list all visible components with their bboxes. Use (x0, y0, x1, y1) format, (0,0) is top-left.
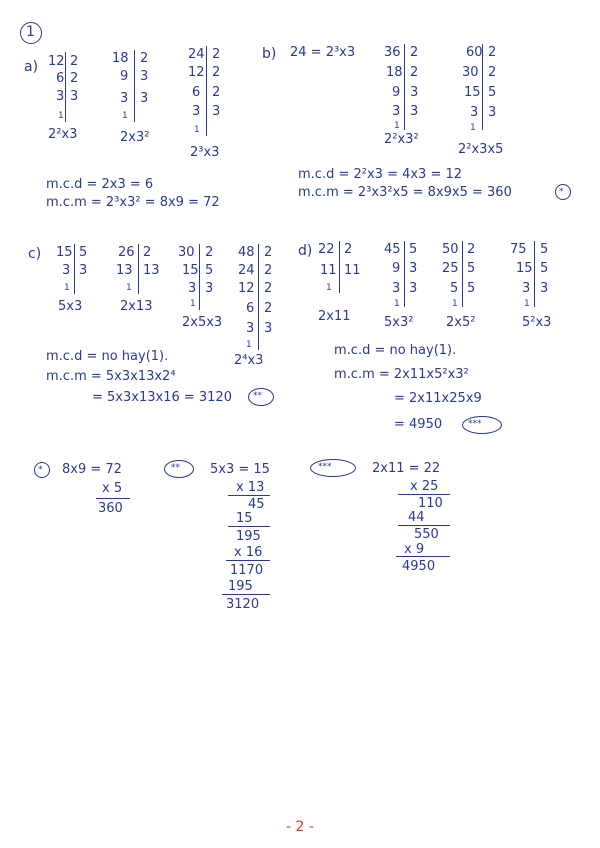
work3-line-2: 110 (418, 496, 443, 511)
work3-line-0: 2x11 = 22 (372, 461, 441, 476)
a2-divisor-0: 2 (140, 51, 149, 66)
work3-line-5: x 9 (404, 542, 425, 557)
d1-division-bar (339, 241, 340, 293)
work3-line-6: 4950 (402, 559, 436, 574)
c2-dividend-1: 13 (116, 263, 133, 278)
b-mcd: m.c.d = 2²x3 = 4x3 = 12 (298, 167, 463, 182)
a2-divisor-1: 3 (140, 69, 149, 84)
a3-dividend-2: 6 (192, 85, 201, 100)
a1-divisor-0: 2 (70, 54, 79, 69)
b1-dividend-0: 36 (384, 45, 401, 60)
a3-result: 2³x3 (190, 145, 220, 160)
b1-dividend-3: 3 (392, 104, 401, 119)
d1-divisor-0: 2 (344, 242, 353, 257)
d4-dividend-3: 1 (524, 299, 530, 309)
c4-divisor-3: 2 (264, 301, 273, 316)
a3-dividend-4: 1 (194, 125, 200, 135)
c-mark: ** (253, 391, 262, 401)
part-d-label: d) (298, 243, 313, 259)
c1-result: 5x3 (58, 299, 83, 314)
b2-divisor-3: 3 (488, 105, 497, 120)
a1-division-bar (65, 52, 66, 122)
c2-result: 2x13 (120, 299, 153, 314)
b-mcm: m.c.m = 2³x3²x5 = 8x9x5 = 360 (298, 185, 512, 200)
c2-division-bar (138, 244, 139, 294)
work2-line-7: 195 (228, 579, 253, 594)
d1-dividend-2: 1 (326, 283, 332, 293)
work2-line-3: 15 (236, 511, 253, 526)
work2-rule-0 (228, 495, 270, 496)
d1-divisor-1: 11 (344, 263, 361, 278)
a2-divisor-2: 3 (140, 91, 149, 106)
a1-dividend-1: 6 (56, 71, 65, 86)
a3-dividend-1: 12 (188, 65, 205, 80)
a1-divisor-1: 2 (70, 71, 79, 86)
d4-divisor-1: 5 (540, 261, 549, 276)
a2-dividend-3: 1 (122, 111, 128, 121)
work2-line-4: 195 (236, 529, 261, 544)
a-mcd: m.c.d = 2x3 = 6 (46, 177, 154, 192)
a3-divisor-2: 2 (212, 85, 221, 100)
c2-divisor-0: 2 (143, 245, 152, 260)
a1-divisor-2: 3 (70, 89, 79, 104)
d4-result: 5²x3 (522, 315, 552, 330)
exercise-number: 1 (26, 24, 35, 40)
d2-divisor-1: 3 (409, 261, 418, 276)
d3-dividend-2: 5 (450, 281, 459, 296)
d4-divisor-0: 5 (540, 242, 549, 257)
d2-dividend-0: 45 (384, 242, 401, 257)
a3-divisor-3: 3 (212, 104, 221, 119)
d3-dividend-1: 25 (442, 261, 459, 276)
b2-dividend-3: 3 (470, 105, 479, 120)
c4-dividend-2: 12 (238, 281, 255, 296)
b1-dividend-1: 18 (386, 65, 403, 80)
b-intro: 24 = 2³x3 (290, 45, 356, 60)
c3-divisor-2: 3 (205, 281, 214, 296)
b2-division-bar (482, 44, 483, 130)
work2-rule-2 (226, 560, 270, 561)
work1-line-1: x 5 (102, 481, 123, 496)
d2-divisor-0: 5 (409, 242, 418, 257)
d1-result: 2x11 (318, 309, 351, 324)
c1-dividend-1: 3 (62, 263, 71, 278)
b2-dividend-0: 60 (466, 45, 483, 60)
c4-dividend-5: 1 (246, 340, 252, 350)
d-mcm-line2: = 2x11x25x9 (394, 391, 482, 406)
c4-divisor-4: 3 (264, 321, 273, 336)
work3-rule-2 (396, 556, 450, 557)
c4-dividend-3: 6 (246, 301, 255, 316)
a3-division-bar (206, 46, 207, 136)
c-mcm: m.c.m = 5x3x13x2⁴ (46, 369, 176, 384)
b1-result: 2²x3² (384, 132, 419, 147)
work2-line-1: x 13 (236, 480, 265, 495)
work2-line-5: x 16 (234, 545, 263, 560)
c4-divisor-2: 2 (264, 281, 273, 296)
work2-rule-1 (228, 526, 270, 527)
d1-dividend-1: 11 (320, 263, 337, 278)
a3-divisor-0: 2 (212, 47, 221, 62)
work2-mark: ** (171, 463, 180, 473)
d4-dividend-2: 3 (522, 281, 531, 296)
d3-result: 2x5² (446, 315, 476, 330)
d3-divisor-1: 5 (467, 261, 476, 276)
d2-divisor-2: 3 (409, 281, 418, 296)
b2-divisor-0: 2 (488, 45, 497, 60)
b1-divisor-2: 3 (410, 85, 419, 100)
c3-dividend-0: 30 (178, 245, 195, 260)
d4-dividend-1: 15 (516, 261, 533, 276)
work3-rule-0 (398, 494, 450, 495)
work1-line-0: 8x9 = 72 (62, 462, 122, 477)
work2-line-0: 5x3 = 15 (210, 462, 270, 477)
work3-mark-circle (310, 459, 356, 477)
d2-division-bar (404, 241, 405, 307)
d3-dividend-0: 50 (442, 242, 459, 257)
c4-dividend-0: 48 (238, 245, 255, 260)
a1-dividend-3: 1 (58, 111, 64, 121)
part-c-label: c) (28, 246, 42, 262)
work3-line-3: 44 (408, 510, 425, 525)
c3-dividend-2: 3 (188, 281, 197, 296)
b2-result: 2²x3x5 (458, 142, 504, 157)
work2-line-6: 1170 (230, 563, 264, 578)
b-mark: * (559, 187, 564, 197)
d4-division-bar (534, 241, 535, 307)
c-mcd: m.c.d = no hay(1). (46, 349, 169, 364)
work1-line-2: 360 (98, 501, 123, 516)
c-mcm-line2: = 5x3x13x16 = 3120 (92, 390, 232, 405)
a2-result: 2x3² (120, 130, 150, 145)
b2-dividend-2: 15 (464, 85, 481, 100)
c1-divisor-0: 5 (79, 245, 88, 260)
c3-result: 2x5x3 (182, 315, 223, 330)
a1-dividend-0: 12 (48, 54, 65, 69)
c1-divisor-1: 3 (79, 263, 88, 278)
c3-dividend-1: 15 (182, 263, 199, 278)
work1-mark: * (38, 465, 43, 475)
b2-divisor-1: 2 (488, 65, 497, 80)
work2-line-2: 45 (248, 497, 265, 512)
d2-result: 5x3² (384, 315, 414, 330)
d-mcm: m.c.m = 2x11x5²x3² (334, 367, 469, 382)
c2-divisor-1: 13 (143, 263, 160, 278)
d2-dividend-3: 1 (394, 299, 400, 309)
a1-dividend-2: 3 (56, 89, 65, 104)
c2-dividend-2: 1 (126, 283, 132, 293)
a2-division-bar (134, 50, 135, 122)
a2-dividend-2: 3 (120, 91, 129, 106)
d1-dividend-0: 22 (318, 242, 335, 257)
b1-divisor-3: 3 (410, 104, 419, 119)
d3-dividend-3: 1 (452, 299, 458, 309)
d3-divisor-2: 5 (467, 281, 476, 296)
c4-divisor-1: 2 (264, 263, 273, 278)
c1-division-bar (74, 244, 75, 294)
c4-dividend-4: 3 (246, 321, 255, 336)
a3-dividend-3: 3 (192, 104, 201, 119)
c3-divisor-0: 2 (205, 245, 214, 260)
c1-dividend-0: 15 (56, 245, 73, 260)
work3-mark: *** (318, 462, 332, 472)
c1-dividend-2: 1 (64, 283, 70, 293)
work2-rule-3 (222, 594, 270, 595)
d-mcd: m.c.d = no hay(1). (334, 343, 457, 358)
d2-dividend-2: 3 (392, 281, 401, 296)
work3-rule-1 (398, 525, 450, 526)
b2-dividend-1: 30 (462, 65, 479, 80)
work2-line-8: 3120 (226, 597, 260, 612)
part-b-label: b) (262, 46, 277, 62)
a-mcm: m.c.m = 2³x3² = 8x9 = 72 (46, 195, 220, 210)
c3-division-bar (199, 244, 200, 310)
a3-divisor-1: 2 (212, 65, 221, 80)
c4-divisor-0: 2 (264, 245, 273, 260)
c3-dividend-3: 1 (190, 299, 196, 309)
c4-division-bar (258, 244, 259, 350)
d-mark: *** (468, 419, 482, 429)
b1-dividend-2: 9 (392, 85, 401, 100)
work3-line-1: x 25 (410, 479, 439, 494)
c4-result: 2⁴x3 (234, 353, 264, 368)
d-mcm-line3: = 4950 (394, 417, 443, 432)
work3-line-4: 550 (414, 527, 439, 542)
b2-dividend-4: 1 (470, 123, 476, 133)
d2-dividend-1: 9 (392, 261, 401, 276)
b1-dividend-4: 1 (394, 121, 400, 131)
b1-divisor-0: 2 (410, 45, 419, 60)
a1-result: 2²x3 (48, 127, 78, 142)
a3-dividend-0: 24 (188, 47, 205, 62)
a2-dividend-0: 18 (112, 51, 129, 66)
b1-divisor-1: 2 (410, 65, 419, 80)
c4-dividend-1: 24 (238, 263, 255, 278)
d4-dividend-0: 75 (510, 242, 527, 257)
c3-divisor-1: 5 (205, 263, 214, 278)
page-number: - 2 - (286, 819, 314, 835)
part-a-label: a) (24, 59, 39, 75)
b2-divisor-2: 5 (488, 85, 497, 100)
d3-divisor-0: 2 (467, 242, 476, 257)
a2-dividend-1: 9 (120, 69, 129, 84)
b1-division-bar (404, 44, 405, 130)
d4-divisor-2: 3 (540, 281, 549, 296)
c2-dividend-0: 26 (118, 245, 135, 260)
d3-division-bar (462, 241, 463, 307)
work1-rule (96, 498, 130, 499)
